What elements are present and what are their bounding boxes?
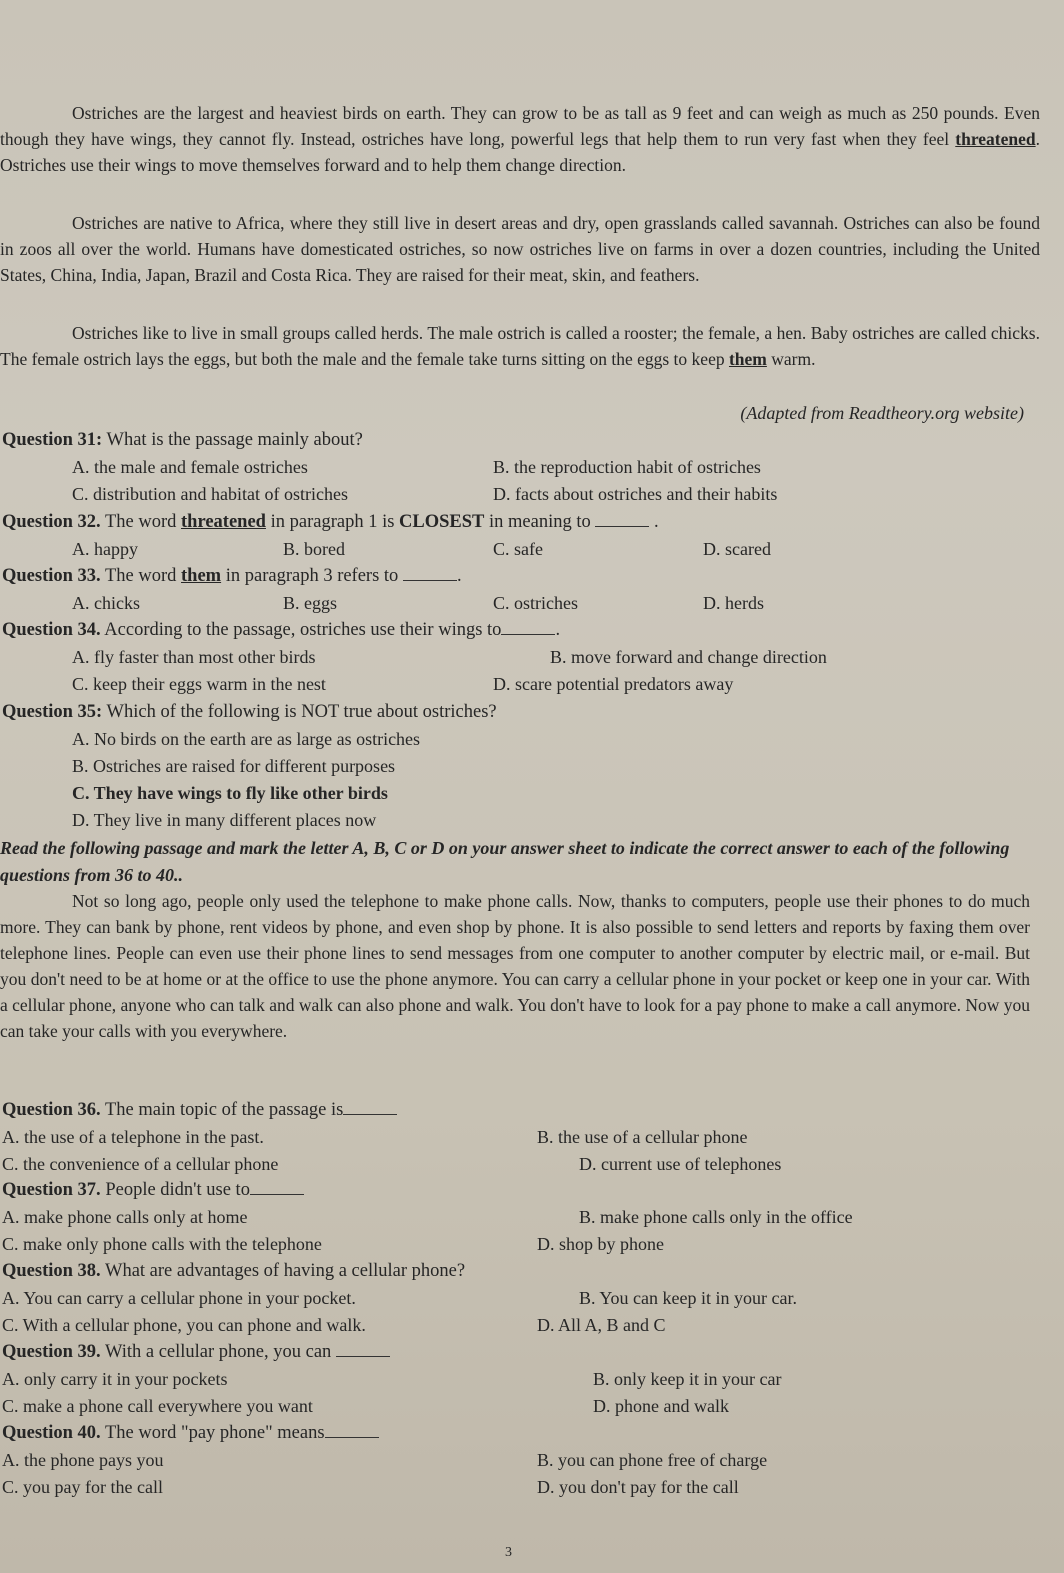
question-31	[2, 430, 363, 451]
q33-option-c[interactable]: C. ostriches	[493, 593, 578, 613]
answer-blank[interactable]	[336, 1342, 390, 1357]
q39-option-d[interactable]: D. phone and walk	[593, 1396, 729, 1416]
question-40-label: Question 40.	[2, 1423, 101, 1443]
question-34: Question 34. According to the passage, ostriches use their wings to .	[2, 620, 561, 640]
passage1-p1-end: . Ostriches use their wings to move themselves forward and to help them change direction.	[0, 129, 1040, 175]
answer-blank[interactable]	[595, 512, 649, 527]
q36-option-d[interactable]: D. current use of telephones	[579, 1154, 782, 1174]
q40-option-a[interactable]: A. the phone pays you	[2, 1450, 164, 1470]
question-31-text: What is the passage mainly about?	[102, 430, 363, 450]
question-40	[2, 1423, 379, 1444]
question-33-label: Question 33.	[2, 566, 101, 586]
q32-option-d[interactable]: D. scared	[703, 539, 771, 559]
q32-option-c[interactable]: C. safe	[493, 539, 543, 559]
question-32-label: Question 32.	[2, 512, 101, 532]
question-34-label: Question 34.	[2, 620, 101, 640]
question-31-label: Question 31:	[2, 430, 103, 450]
q39-option-a[interactable]: A. only carry it in your pockets	[2, 1369, 228, 1389]
answer-blank[interactable]	[343, 1100, 397, 1115]
q36-option-b[interactable]: B. the use of a cellular phone	[537, 1127, 748, 1147]
q34-option-a[interactable]: A. fly faster than most other birds	[72, 647, 316, 667]
q31-option-b[interactable]: B. the reproduction habit of ostriches	[493, 457, 761, 477]
question-33: Question 33. The word them in paragraph 3 refers to .	[2, 566, 462, 586]
q35-option-c[interactable]: C. They have wings to fly like other birds	[72, 783, 388, 803]
question-34-text: According to the passage, ostriches use their wings to	[100, 620, 502, 640]
passage1-paragraph1	[0, 100, 1040, 178]
answer-blank[interactable]	[325, 1423, 379, 1438]
q39-option-b[interactable]: B. only keep it in your car	[593, 1369, 782, 1389]
q38-option-a[interactable]: A. You can carry a cellular phone in your pocket.	[2, 1288, 356, 1308]
question-33-post: in paragraph 3 refers to	[221, 566, 403, 586]
question-32-mid: in paragraph 1 is	[265, 512, 400, 532]
q40-option-d[interactable]: D. you don't pay for the call	[537, 1477, 739, 1497]
question-35-text: Which of the following is NOT true about ostriches?	[102, 702, 497, 722]
q33-option-a[interactable]: A. chicks	[72, 593, 140, 613]
question-39-text: With a cellular phone, you can	[100, 1342, 336, 1362]
q32-option-a[interactable]: A. happy	[72, 539, 138, 559]
q37-option-c[interactable]: C. make only phone calls with the telephone	[2, 1234, 322, 1254]
q40-option-b[interactable]: B. you can phone free of charge	[537, 1450, 768, 1470]
section-instruction: Read the following passage and mark the letter A, B, C or D on your answer sheet to indicate the correct answer to each of the following questions from 36 to 40..	[0, 838, 1010, 885]
passage1-p3-end: warm.	[766, 349, 816, 369]
question-32-pre: The word	[100, 512, 182, 532]
question-40-text: The word "pay phone" means	[100, 1423, 325, 1443]
page-number: 3	[505, 1545, 512, 1560]
q40-option-c[interactable]: C. you pay for the call	[2, 1477, 163, 1497]
question-35	[2, 702, 497, 723]
answer-blank[interactable]	[403, 566, 457, 581]
q36-option-c[interactable]: C. the convenience of a cellular phone	[2, 1154, 279, 1174]
q34-option-b[interactable]: B. move forward and change direction	[550, 647, 827, 667]
question-32: Question 32. The word threatened in paragraph 1 is CLOSEST in meaning to .	[2, 512, 659, 532]
question-39	[2, 1342, 390, 1363]
threatened-word: threatened	[955, 129, 1036, 149]
q37-option-d[interactable]: D. shop by phone	[537, 1234, 664, 1254]
question-32-key: CLOSEST	[399, 512, 485, 532]
question-39-label: Question 39.	[2, 1342, 101, 1362]
q31-option-a[interactable]: A. the male and female ostriches	[72, 457, 308, 477]
q36-option-a[interactable]: A. the use of a telephone in the past.	[2, 1127, 264, 1147]
passage2-text: Not so long ago, people only used the telephone to make phone calls. Now, thanks to computers, people use their phones to do much more. They can bank by phone, rent videos by phone, and even shop by phone. It is also possible to send letters and reports by faxing them over telephone lines. People can even use their phone lines to send messages from one computer to another computer by electric mail, or e-mail. But you don't need to be at home or at the office to use the phone anymore. You can carry a cellular phone in your pocket or keep one in your car. With a cellular phone, anyone who can talk and walk can also phone and walk. You don't have to look for a pay phone to make a call anymore. Now you can take your calls with you everywhere.	[0, 891, 1031, 1041]
q34-option-c[interactable]: C. keep their eggs warm in the nest	[72, 674, 326, 694]
q37-option-a[interactable]: A. make phone calls only at home	[2, 1207, 248, 1227]
question-37-text: People didn't use to	[100, 1180, 250, 1200]
q38-option-d[interactable]: D. All A, B and C	[537, 1315, 666, 1335]
passage1-paragraph3	[0, 320, 1040, 372]
question-35-label: Question 35:	[2, 702, 103, 722]
q31-option-c[interactable]: C. distribution and habitat of ostriches	[72, 484, 348, 504]
q38-option-c[interactable]: C. With a cellular phone, you can phone and walk.	[2, 1315, 366, 1335]
question-36-text: The main topic of the passage is	[100, 1100, 344, 1120]
question-38-text: What are advantages of having a cellular phone?	[100, 1261, 466, 1281]
q34-option-d[interactable]: D. scare potential predators away	[493, 674, 734, 694]
passage-source: (Adapted from Readtheory.org website)	[740, 403, 1024, 423]
question-37-label: Question 37.	[2, 1180, 101, 1200]
passage2-paragraph	[0, 888, 1030, 1044]
q35-option-b[interactable]: B. Ostriches are raised for different purposes	[72, 756, 396, 776]
q32-option-b[interactable]: B. bored	[283, 539, 345, 559]
q38-option-b[interactable]: B. You can keep it in your car.	[579, 1288, 797, 1308]
passage1-paragraph2	[0, 210, 1040, 288]
answer-blank[interactable]	[501, 620, 555, 635]
passage1-p1-text: Ostriches are the largest and heaviest birds on earth. They can grow to be as tall as 9 feet and can weigh as much as 250 pounds. Even though they have wings, they cannot fly. Instead, ostriches have long, powerful legs that help them to run very fast when they feel	[0, 103, 1040, 149]
q39-option-c[interactable]: C. make a phone call everywhere you want	[2, 1396, 313, 1416]
q35-option-a[interactable]: A. No birds on the earth are as large as ostriches	[72, 729, 421, 749]
q33-option-d[interactable]: D. herds	[703, 593, 764, 613]
them-word: them	[728, 349, 767, 369]
answer-blank[interactable]	[250, 1180, 304, 1195]
question-38-label: Question 38.	[2, 1261, 101, 1281]
question-33-word: them	[181, 566, 222, 586]
question-32-post: in meaning to	[484, 512, 596, 532]
question-32-word: threatened	[181, 512, 266, 532]
q31-option-d[interactable]: D. facts about ostriches and their habits	[493, 484, 778, 504]
question-33-pre: The word	[100, 566, 182, 586]
question-38	[2, 1261, 465, 1282]
question-36-label: Question 36.	[2, 1100, 101, 1120]
question-36	[2, 1100, 397, 1121]
passage1-p2-text: Ostriches are native to Africa, where they still live in desert areas and dry, open grasslands called savannah. Ostriches can also be found in zoos all over the world. Humans have domesticated ostriches, so now ostriches live on farms in over a dozen countries, including the United States, China, India, Japan, Brazil and Costa Rica. They are raised for their meat, skin, and feathers.	[0, 213, 1040, 285]
q33-option-b[interactable]: B. eggs	[283, 593, 337, 613]
question-37	[2, 1180, 304, 1201]
passage1-p3-text: Ostriches like to live in small groups called herds. The male ostrich is called a rooster; the female, a hen. Baby ostriches are called chicks. The female ostrich lays the eggs, but both the male and the female take turns sitting on the eggs to keep	[0, 323, 1040, 369]
q35-option-d[interactable]: D. They live in many different places now	[72, 810, 377, 830]
q37-option-b[interactable]: B. make phone calls only in the office	[579, 1207, 853, 1227]
